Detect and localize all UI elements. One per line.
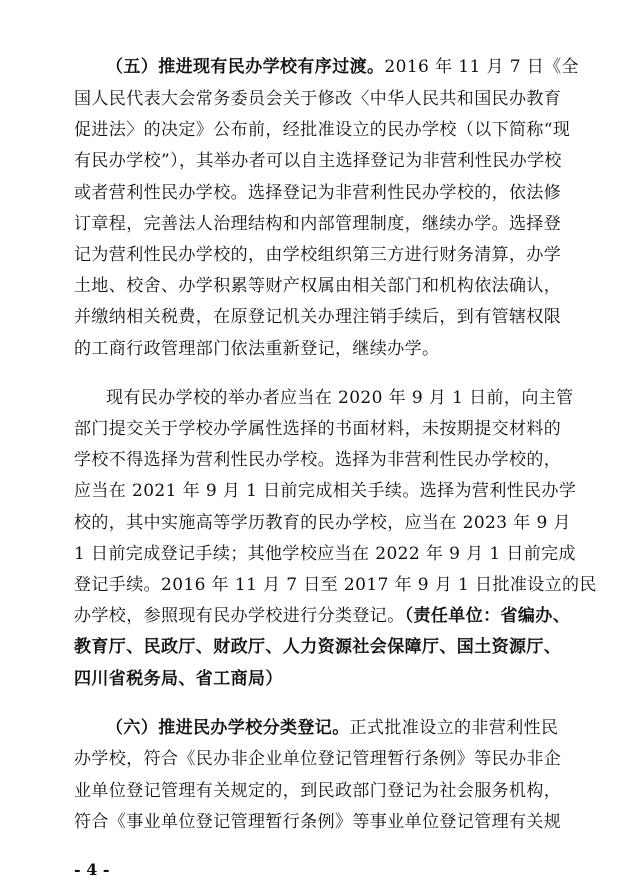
paragraph-2-line-7: 登记手续。2016 年 11 月 7 日至 2017 年 9 月 1 日批准设立的民 [74, 575, 597, 595]
responsible-units-line-1: 教育厅、民政厅、财政厅、人力资源社会保障厅、国土资源厅、 [74, 637, 562, 657]
paragraph-2-line-8-text: 办学校，参照现有民办学校进行分类登记。 [74, 606, 405, 626]
section-5-heading: （五）推进现有民办学校有序过渡。 [106, 57, 385, 77]
paragraph-2-line-1: 现有民办学校的举办者应当在 2020 年 9 月 1 日前，向主管 [106, 388, 574, 408]
section-5-line-4: 有民办学校”），其举办者可以自主选择登记为非营利性民办学校 [74, 151, 562, 171]
section-5-line-5: 或者营利性民办学校。选择登记为非营利性民办学校的，依法修 [74, 183, 562, 203]
paragraph-2-line-6: 1 日前完成登记手续；其他学校应当在 2022 年 9 月 1 日前完成 [74, 544, 576, 564]
responsible-units-line-2: 四川省税务局、省工商局） [74, 669, 283, 689]
section-5-line-10: 的工商行政管理部门依法重新登记，继续办学。 [74, 339, 440, 359]
paragraph-2-line-3: 学校不得选择为营利性民办学校。选择为非营利性民办学校的， [74, 450, 562, 470]
section-6-line-2: 办学校，符合《民办非企业单位登记管理暂行条例》等民办非企 [74, 749, 562, 769]
section-5-line-1-text: 2016 年 11 月 7 日《全 [384, 57, 579, 77]
section-5-line-6: 订章程，完善法人治理结构和内部管理制度，继续办学。选择登 [74, 214, 562, 234]
page-number: - 4 - [74, 860, 110, 879]
section-6-line-1-text: 正式批准设立的非营利性民 [349, 718, 559, 738]
paragraph-2-line-5: 校的，其中实施高等学历教育的民办学校，应当在 2023 年 9 月 [74, 513, 571, 533]
section-5-line-2: 国人民代表大会常务委员会关于修改〈中华人民共和国民办教育 [74, 89, 562, 109]
section-5-line-7: 记为营利性民办学校的，由学校组织第三方进行财务清算，办学 [74, 245, 562, 265]
paragraph-2-line-8 [74, 604, 571, 628]
section-5-line-8: 土地、校舍、办学积累等财产权属由相关部门和机构依法确认， [74, 276, 562, 296]
section-6-line-4: 符合《事业单位登记管理暂行条例》等事业单位登记管理有关规 [74, 812, 562, 832]
section-5-line-1 [106, 55, 579, 79]
responsible-units-intro: （责任单位：省编办、 [404, 606, 571, 626]
section-6-line-3: 业单位登记管理有关规定的，到民政部门登记为社会服务机构， [74, 781, 562, 801]
paragraph-2-line-4: 应当在 2021 年 9 月 1 日前完成相关手续。选择为营利性民办学 [74, 481, 577, 501]
paragraph-2-line-2: 部门提交关于学校办学属性选择的书面材料，未按期提交材料的 [74, 419, 562, 439]
section-6-heading: （六）推进民办学校分类登记。 [106, 718, 350, 738]
section-5-line-3: 促进法〉的决定》公布前，经批准设立的民办学校（以下简称“现 [74, 120, 571, 140]
section-6-line-1 [106, 716, 559, 740]
section-5-line-9: 并缴纳相关税费，在原登记机关办理注销手续后，到有管辖权限 [74, 307, 562, 327]
